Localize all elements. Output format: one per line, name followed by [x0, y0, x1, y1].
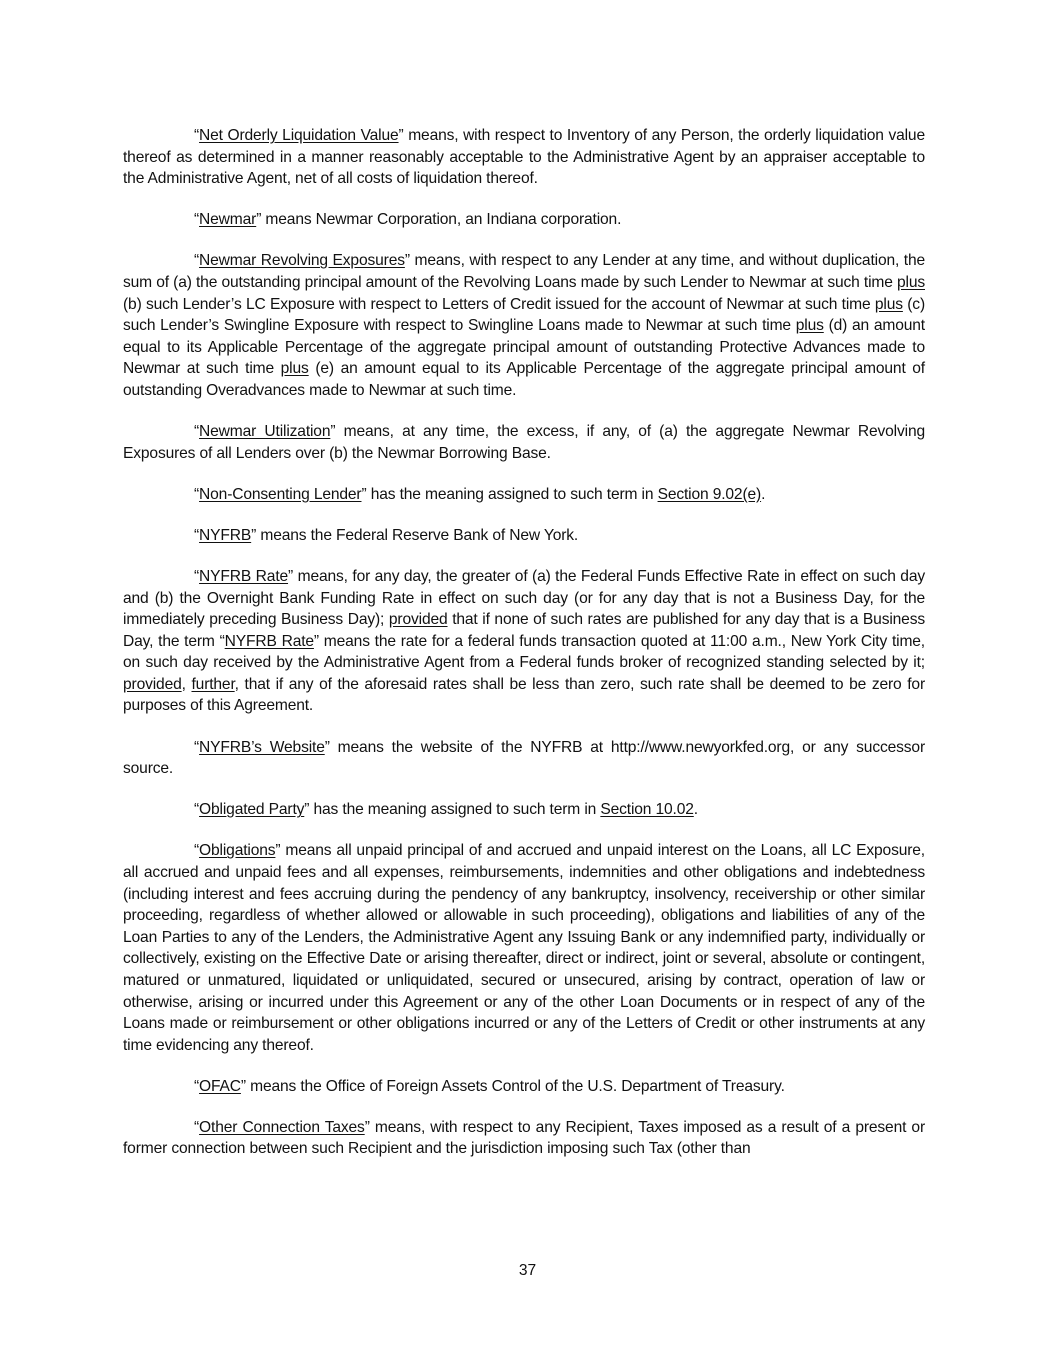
open-quote: “ [194, 423, 200, 441]
open-quote: “ [194, 127, 200, 144]
definition-text: has the meaning assigned to such term in [366, 485, 658, 503]
open-quote: “ [194, 801, 200, 819]
definition-text: (d) an amount equal to its Applicable Percentage of the aggregate principal amount of outstanding Protective Advances made to Newmar at such time [123, 317, 925, 378]
close-quote: ” [398, 127, 404, 144]
plus-term: plus [795, 317, 824, 335]
section-reference: Section 10.02 [600, 801, 694, 819]
open-quote: “ [194, 485, 200, 503]
open-quote: “ [194, 567, 200, 585]
definition-text: , that if any of the aforesaid rates shall be less than zero, such rate shall be deemed to be zero for purposes of this Agreement. [123, 675, 925, 715]
definition-end: . [693, 801, 698, 819]
defined-term: Newmar [199, 211, 257, 229]
definition-newmar [123, 209, 925, 231]
comma: , [181, 675, 192, 693]
definition-text: means, with respect to Inventory of any Person, the orderly liquidation value thereof as determined in a manner reasonably acceptable to the Administrative Agent by an appraiser acceptable to the Administrative Agent, net of all costs of liquidation thereof. [123, 127, 925, 188]
open-quote: “ [194, 526, 200, 544]
definition-end: . [761, 485, 766, 503]
defined-term: NYFRB’s Website [199, 738, 325, 756]
close-quote: ” [240, 1077, 246, 1095]
page-number: 37 [518, 1262, 537, 1279]
provided-term: provided [388, 611, 448, 629]
section-reference: Section 9.02(e) [657, 485, 762, 503]
defined-term: Newmar Utilization [199, 423, 331, 441]
plus-term: plus [280, 360, 309, 378]
definition-text: means the rate for a federal funds transaction quoted at 11:00 a.m., New York City time, on such day received by the Administrative Agent from a Federal funds broker of recognized standing selected by it; [123, 632, 925, 672]
definition-text: means, with respect to any Lender at any time, and without duplication, the sum of (a) the outstanding principal amount of the Revolving Loans made by such Lender to Newmar at such time [123, 252, 926, 291]
close-quote: ” [364, 1118, 370, 1136]
close-quote: ” [324, 738, 330, 756]
definition-newmar-utilization [123, 421, 925, 464]
close-quote: ” [330, 423, 336, 441]
definition-text: means all unpaid principal of and accrued and unpaid interest on the Loans, all LC Exposure, all accrued and unpaid fees and all expenses, reimbursements, indemnities and other obligations and indebtedness (including interest and fees accruing during the pendency of any bankruptcy, insolvency, receivership or other similar proceeding, regardless of whether allowed or allowable in such proceeding), obligations and liabilities of any of the Loan Parties to any of the Lenders, the Administrative Agent any Issuing Bank or any indemnified party, individually or collectively, existing on the Effective Date or arising thereafter, direct or indirect, joint or several, absolute or contingent, matured or unmatured, liquidated or unliquidated, secured or unsecured, arising by contract, operation of law or otherwise, arising or incurred under this Agreement or any of the other Loan Documents or in respect of any of the Loans made or reimbursement or other obligations incurred or any of the Letters of Credit or other instruments at any time evidencing any thereof. [123, 842, 925, 1054]
definition-text: (b) such Lender’s LC Exposure with respect to Letters of Credit issued for the account of Newmar at such time [123, 295, 875, 313]
defined-term: Obligations [199, 842, 276, 860]
definition-other-connection-taxes [123, 1117, 925, 1160]
definition-newmar-revolving-exposures [123, 250, 925, 401]
close-quote: ” [275, 842, 281, 860]
open-quote: “ [194, 252, 200, 270]
open-quote: “ [219, 632, 225, 650]
open-quote: “ [194, 211, 200, 229]
definition-text: means Newmar Corporation, an Indiana corporation. [261, 211, 622, 229]
defined-term: Net Orderly Liquidation Value [199, 127, 399, 144]
open-quote: “ [194, 1118, 200, 1136]
definition-nyfrb-rate [123, 566, 925, 717]
definition-text: means, with respect to any Recipient, Taxes imposed as a result of a present or former connection between such Recipient and the jurisdiction imposing such Tax (other than [123, 1118, 925, 1158]
defined-term: Non-Consenting Lender [199, 485, 362, 503]
close-quote: ” [313, 632, 319, 650]
close-quote: ” [256, 211, 262, 229]
definition-text: that if none of such rates are published for any day that is a Business Day, the term [123, 611, 925, 650]
defined-term: Other Connection Taxes [199, 1118, 365, 1136]
definition-net-orderly-liquidation-value [123, 125, 925, 190]
definition-text: means, at any time, the excess, if any, of (a) the aggregate Newmar Revolving Exposures of all Lenders over (b) the Newmar Borrowing Base. [123, 423, 925, 462]
plus-term: plus [896, 273, 925, 291]
open-quote: “ [194, 842, 200, 860]
further-term: further [191, 675, 235, 693]
definitions-body [123, 125, 925, 1180]
close-quote: ” [304, 801, 310, 819]
defined-term: NYFRB [199, 526, 252, 544]
close-quote: ” [404, 252, 410, 270]
defined-term: OFAC [199, 1077, 241, 1095]
definition-nyfrb-website [123, 737, 925, 780]
definition-text: has the meaning assigned to such term in [309, 801, 601, 819]
defined-term: Newmar Revolving Exposures [199, 252, 405, 270]
definition-text: means the website of the NYFRB at http://www.newyorkfed.org, or any successor source. [123, 738, 925, 778]
close-quote: ” [251, 526, 257, 544]
definition-text: means, for any day, the greater of (a) the Federal Funds Effective Rate in effect on such day and (b) the Overnight Bank Funding Rate in effect on such day (or for any day that is not a Business Day, for the immediately preceding Business Day); [123, 567, 925, 629]
close-quote: ” [361, 485, 367, 503]
definition-obligations [123, 840, 925, 1056]
definition-ofac [123, 1076, 925, 1098]
close-quote: ” [288, 567, 294, 585]
definition-non-consenting-lender [123, 484, 925, 506]
definition-nyfrb [123, 525, 925, 547]
definition-text: (e) an amount equal to its Applicable Percentage of the aggregate principal amount of outstanding Overadvances made to Newmar at such time. [123, 360, 925, 399]
definition-text: (c) such Lender’s Swingline Exposure with respect to Swingline Loans made to Newmar at such time [123, 295, 925, 335]
open-quote: “ [194, 1077, 200, 1095]
open-quote: “ [194, 738, 200, 756]
defined-term: Obligated Party [199, 801, 305, 819]
defined-term-repeat: NYFRB Rate [224, 632, 314, 650]
definition-text: means the Federal Reserve Bank of New York. [256, 526, 579, 544]
defined-term: NYFRB Rate [199, 567, 289, 585]
provided-term: provided [123, 675, 182, 693]
plus-term: plus [874, 295, 903, 313]
definition-text: means the Office of Foreign Assets Control of the U.S. Department of Treasury. [245, 1077, 785, 1095]
definition-obligated-party [123, 799, 925, 821]
